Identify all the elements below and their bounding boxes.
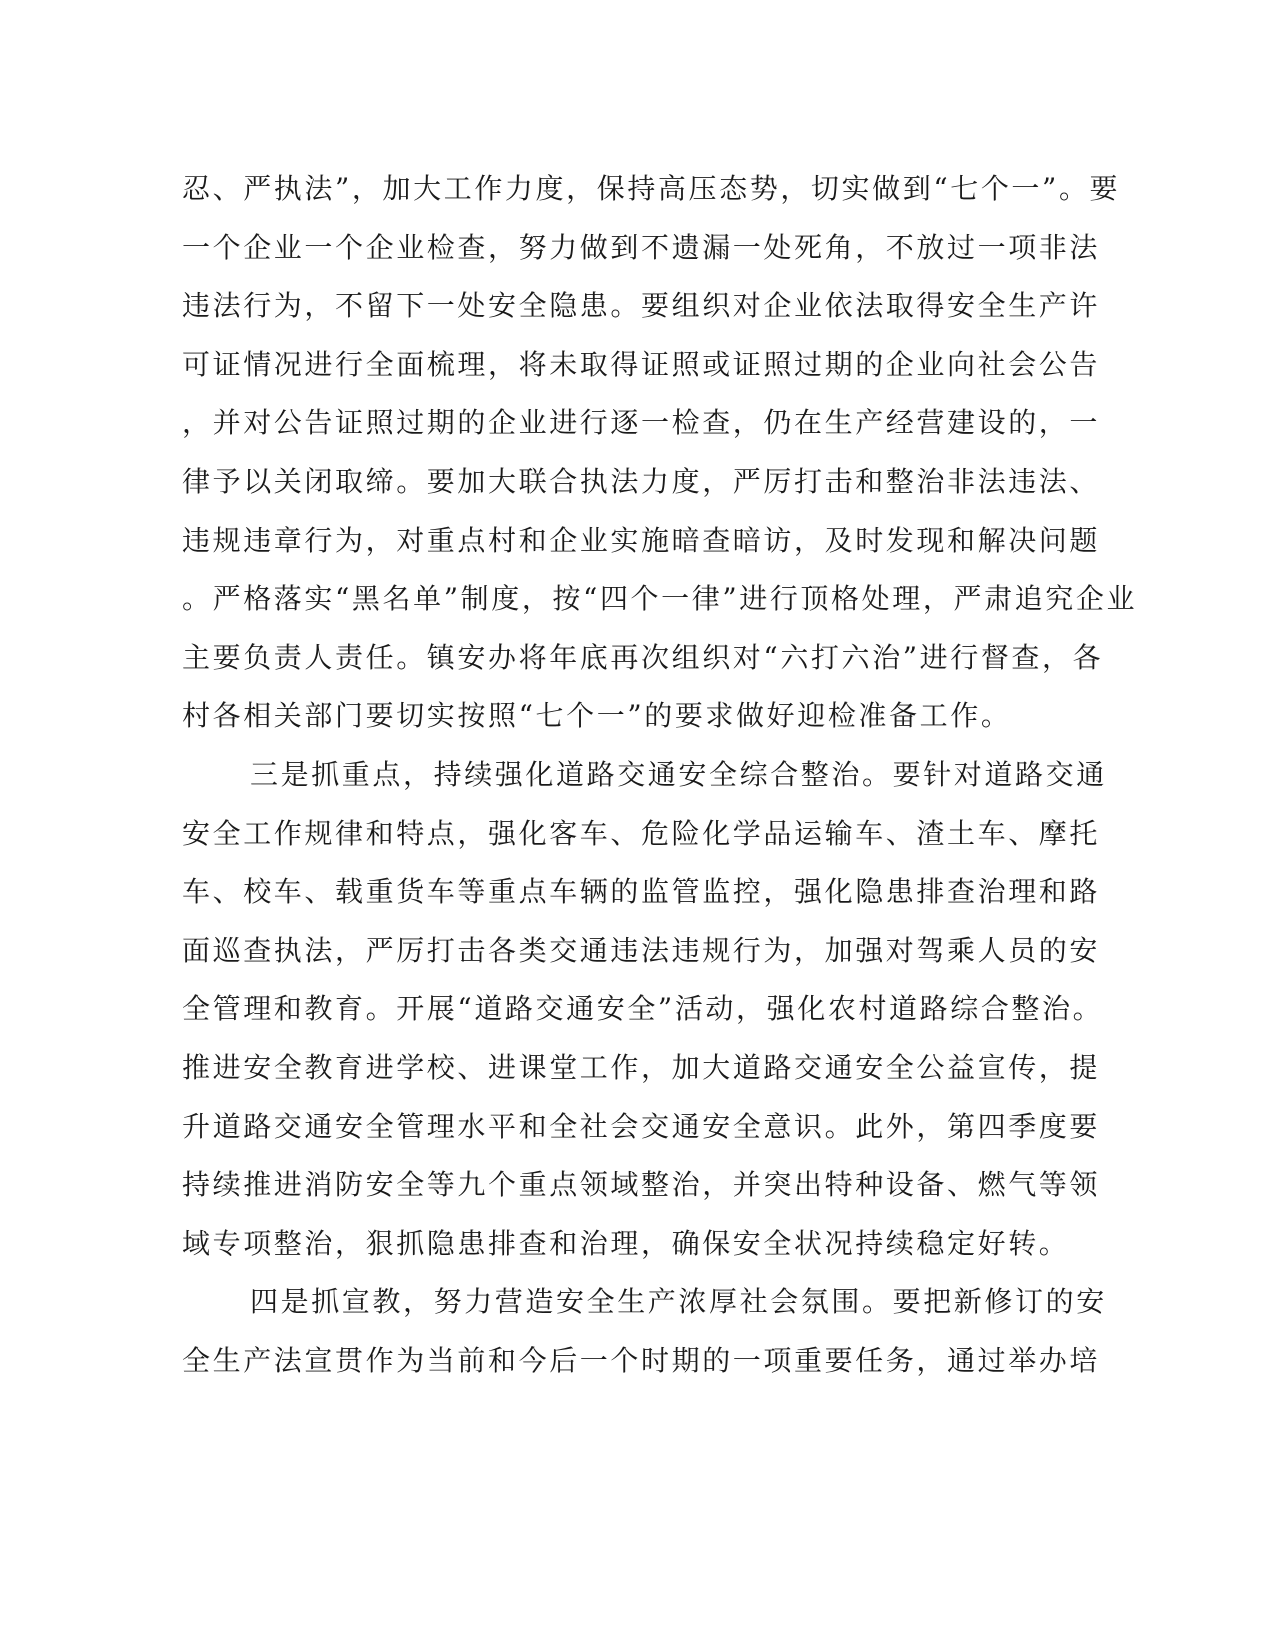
text-line: 持续推进消防安全等九个重点领域整治，并突出特种设备、燃气等领 — [182, 1168, 1101, 1202]
paragraph-start-line: 四是抓宣教，努力营造安全生产浓厚社会氛围。要把新修订的安 — [250, 1285, 1107, 1319]
text-line: 。严格落实“黑名单”制度，按“四个一律”进行顶格处理，严肃追究企业 — [182, 582, 1138, 616]
text-line: 推进安全教育进学校、进课堂工作，加大道路交通安全公益宣传，提 — [182, 1050, 1101, 1084]
text-line: 违法行为，不留下一处安全隐患。要组织对企业依法取得安全生产许 — [182, 289, 1101, 323]
text-line: 违规违章行为，对重点村和企业实施暗查暗访，及时发现和解决问题 — [182, 523, 1101, 557]
text-line: 升道路交通安全管理水平和全社会交通安全意识。此外，第四季度要 — [182, 1109, 1101, 1143]
text-line: 全生产法宣贯作为当前和今后一个时期的一项重要任务，通过举办培 — [182, 1343, 1101, 1377]
text-line: 安全工作规律和特点，强化客车、危险化学品运输车、渣土车、摩托 — [182, 816, 1101, 850]
text-line: 面巡查执法，严厉打击各类交通违法违规行为，加强对驾乘人员的安 — [182, 933, 1101, 967]
body-text — [182, 160, 1138, 1390]
text-line: 车、校车、载重货车等重点车辆的监管监控，强化隐患排查治理和路 — [182, 875, 1101, 909]
text-line: 主要负责人责任。镇安办将年底再次组织对“六打六治”进行督查，各 — [182, 640, 1104, 674]
text-line: 村各相关部门要切实按照“七个一”的要求做好迎检准备工作。 — [182, 699, 1012, 733]
text-line: 忍、严执法”，加大工作力度，保持高压态势，切实做到“七个一”。要 — [182, 172, 1121, 205]
text-line: 域专项整治，狠抓隐患排查和治理，确保安全状况持续稳定好转。 — [182, 1226, 1070, 1260]
text-line: 一个企业一个企业检查，努力做到不遗漏一处死角，不放过一项非法 — [182, 230, 1101, 264]
text-line: ，并对公告证照过期的企业进行逐一检查，仍在生产经营建设的，一 — [182, 406, 1101, 440]
text-line: 全管理和教育。开展“道路交通安全”活动，强化农村道路综合整治。 — [182, 992, 1104, 1026]
text-line: 律予以关闭取缔。要加大联合执法力度，严厉打击和整治非法违法、 — [182, 464, 1101, 498]
text-line: 可证情况进行全面梳理，将未取得证照或证照过期的企业向社会公告 — [182, 347, 1101, 381]
paragraph-start-line: 三是抓重点，持续强化道路交通安全综合整治。要针对道路交通 — [250, 757, 1107, 791]
